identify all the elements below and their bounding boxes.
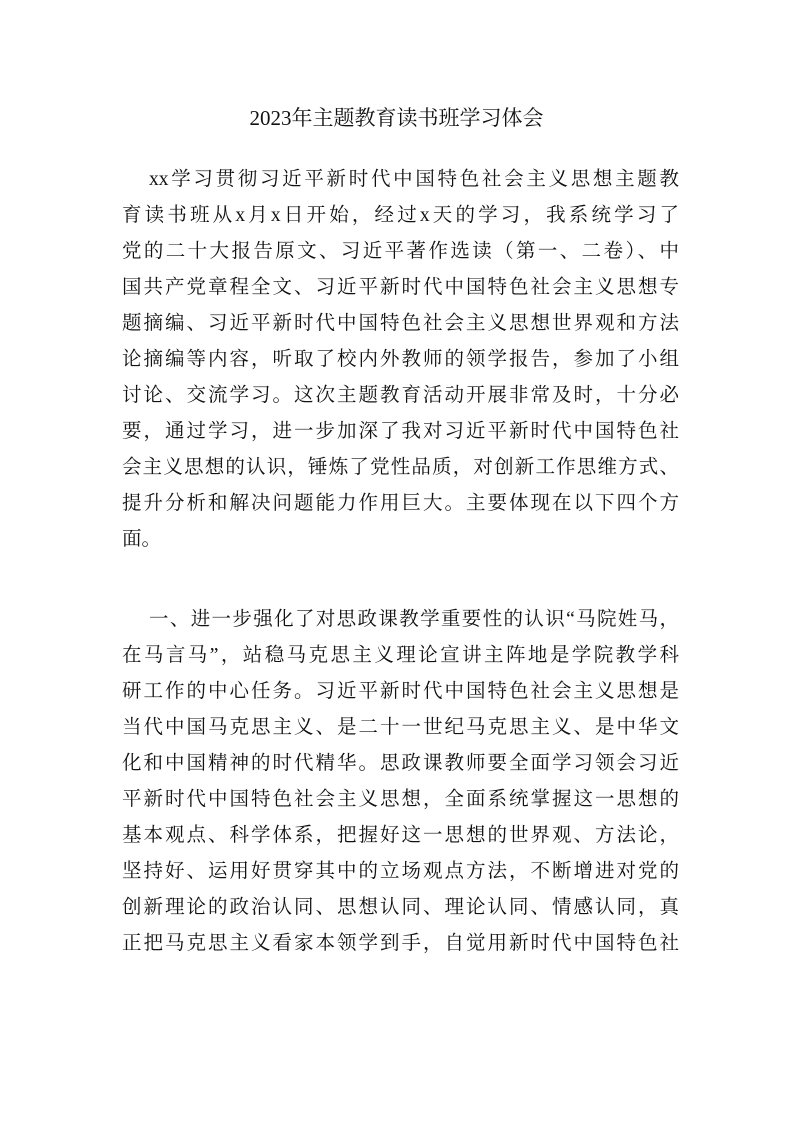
text-line: 育读书班从x月x日开始，经过x天的学习，我系统学习了 <box>122 205 679 226</box>
text-line: xx学习贯彻习近平新时代中国特色社会主义思想主题教 <box>149 169 679 190</box>
document-title: 2023年主题教育读书班学习体会 <box>249 106 544 130</box>
paragraph-section-one <box>122 602 679 962</box>
paragraph-intro <box>122 162 679 558</box>
text-line: 创新理论的政治认同、思想认同、理论认同、情感认同，真 <box>122 897 679 918</box>
text-line: 要，通过学习，进一步加深了我对习近平新时代中国特色社 <box>122 421 679 442</box>
text-line: 一、进一步强化了对思政课教学重要性的认识“马院姓马， <box>149 609 679 630</box>
text-line: 平新时代中国特色社会主义思想，全面系统掌握这一思想的 <box>122 789 679 810</box>
text-line: 坚持好、运用好贯穿其中的立场观点方法，不断增进对党的 <box>122 861 679 882</box>
text-line: 讨论、交流学习。这次主题教育活动开展非常及时，十分必 <box>122 385 679 406</box>
text-line: 正把马克思主义看家本领学到手，自觉用新时代中国特色社 <box>122 933 679 954</box>
text-line: 会主义思想的认识，锤炼了党性品质，对创新工作思维方式、 <box>122 457 679 478</box>
text-line: 在马言马”，站稳马克思主义理论宣讲主阵地是学院教学科 <box>122 645 679 666</box>
text-line: 基本观点、科学体系，把握好这一思想的世界观、方法论， <box>122 825 679 846</box>
text-line: 化和中国精神的时代精华。思政课教师要全面学习领会习近 <box>122 753 679 774</box>
text-line: 面。 <box>122 529 162 550</box>
text-line: 当代中国马克思主义、是二十一世纪马克思主义、是中华文 <box>122 717 679 738</box>
text-line: 论摘编等内容，听取了校内外教师的领学报告，参加了小组 <box>122 349 679 370</box>
text-line: 提升分析和解决问题能力作用巨大。主要体现在以下四个方 <box>122 493 679 514</box>
text-line: 党的二十大报告原文、习近平著作选读（第一、二卷）、中 <box>122 241 679 262</box>
text-line: 国共产党章程全文、习近平新时代中国特色社会主义思想专 <box>122 277 679 298</box>
text-line: 研工作的中心任务。习近平新时代中国特色社会主义思想是 <box>122 681 679 702</box>
text-line: 题摘编、习近平新时代中国特色社会主义思想世界观和方法 <box>122 313 679 334</box>
